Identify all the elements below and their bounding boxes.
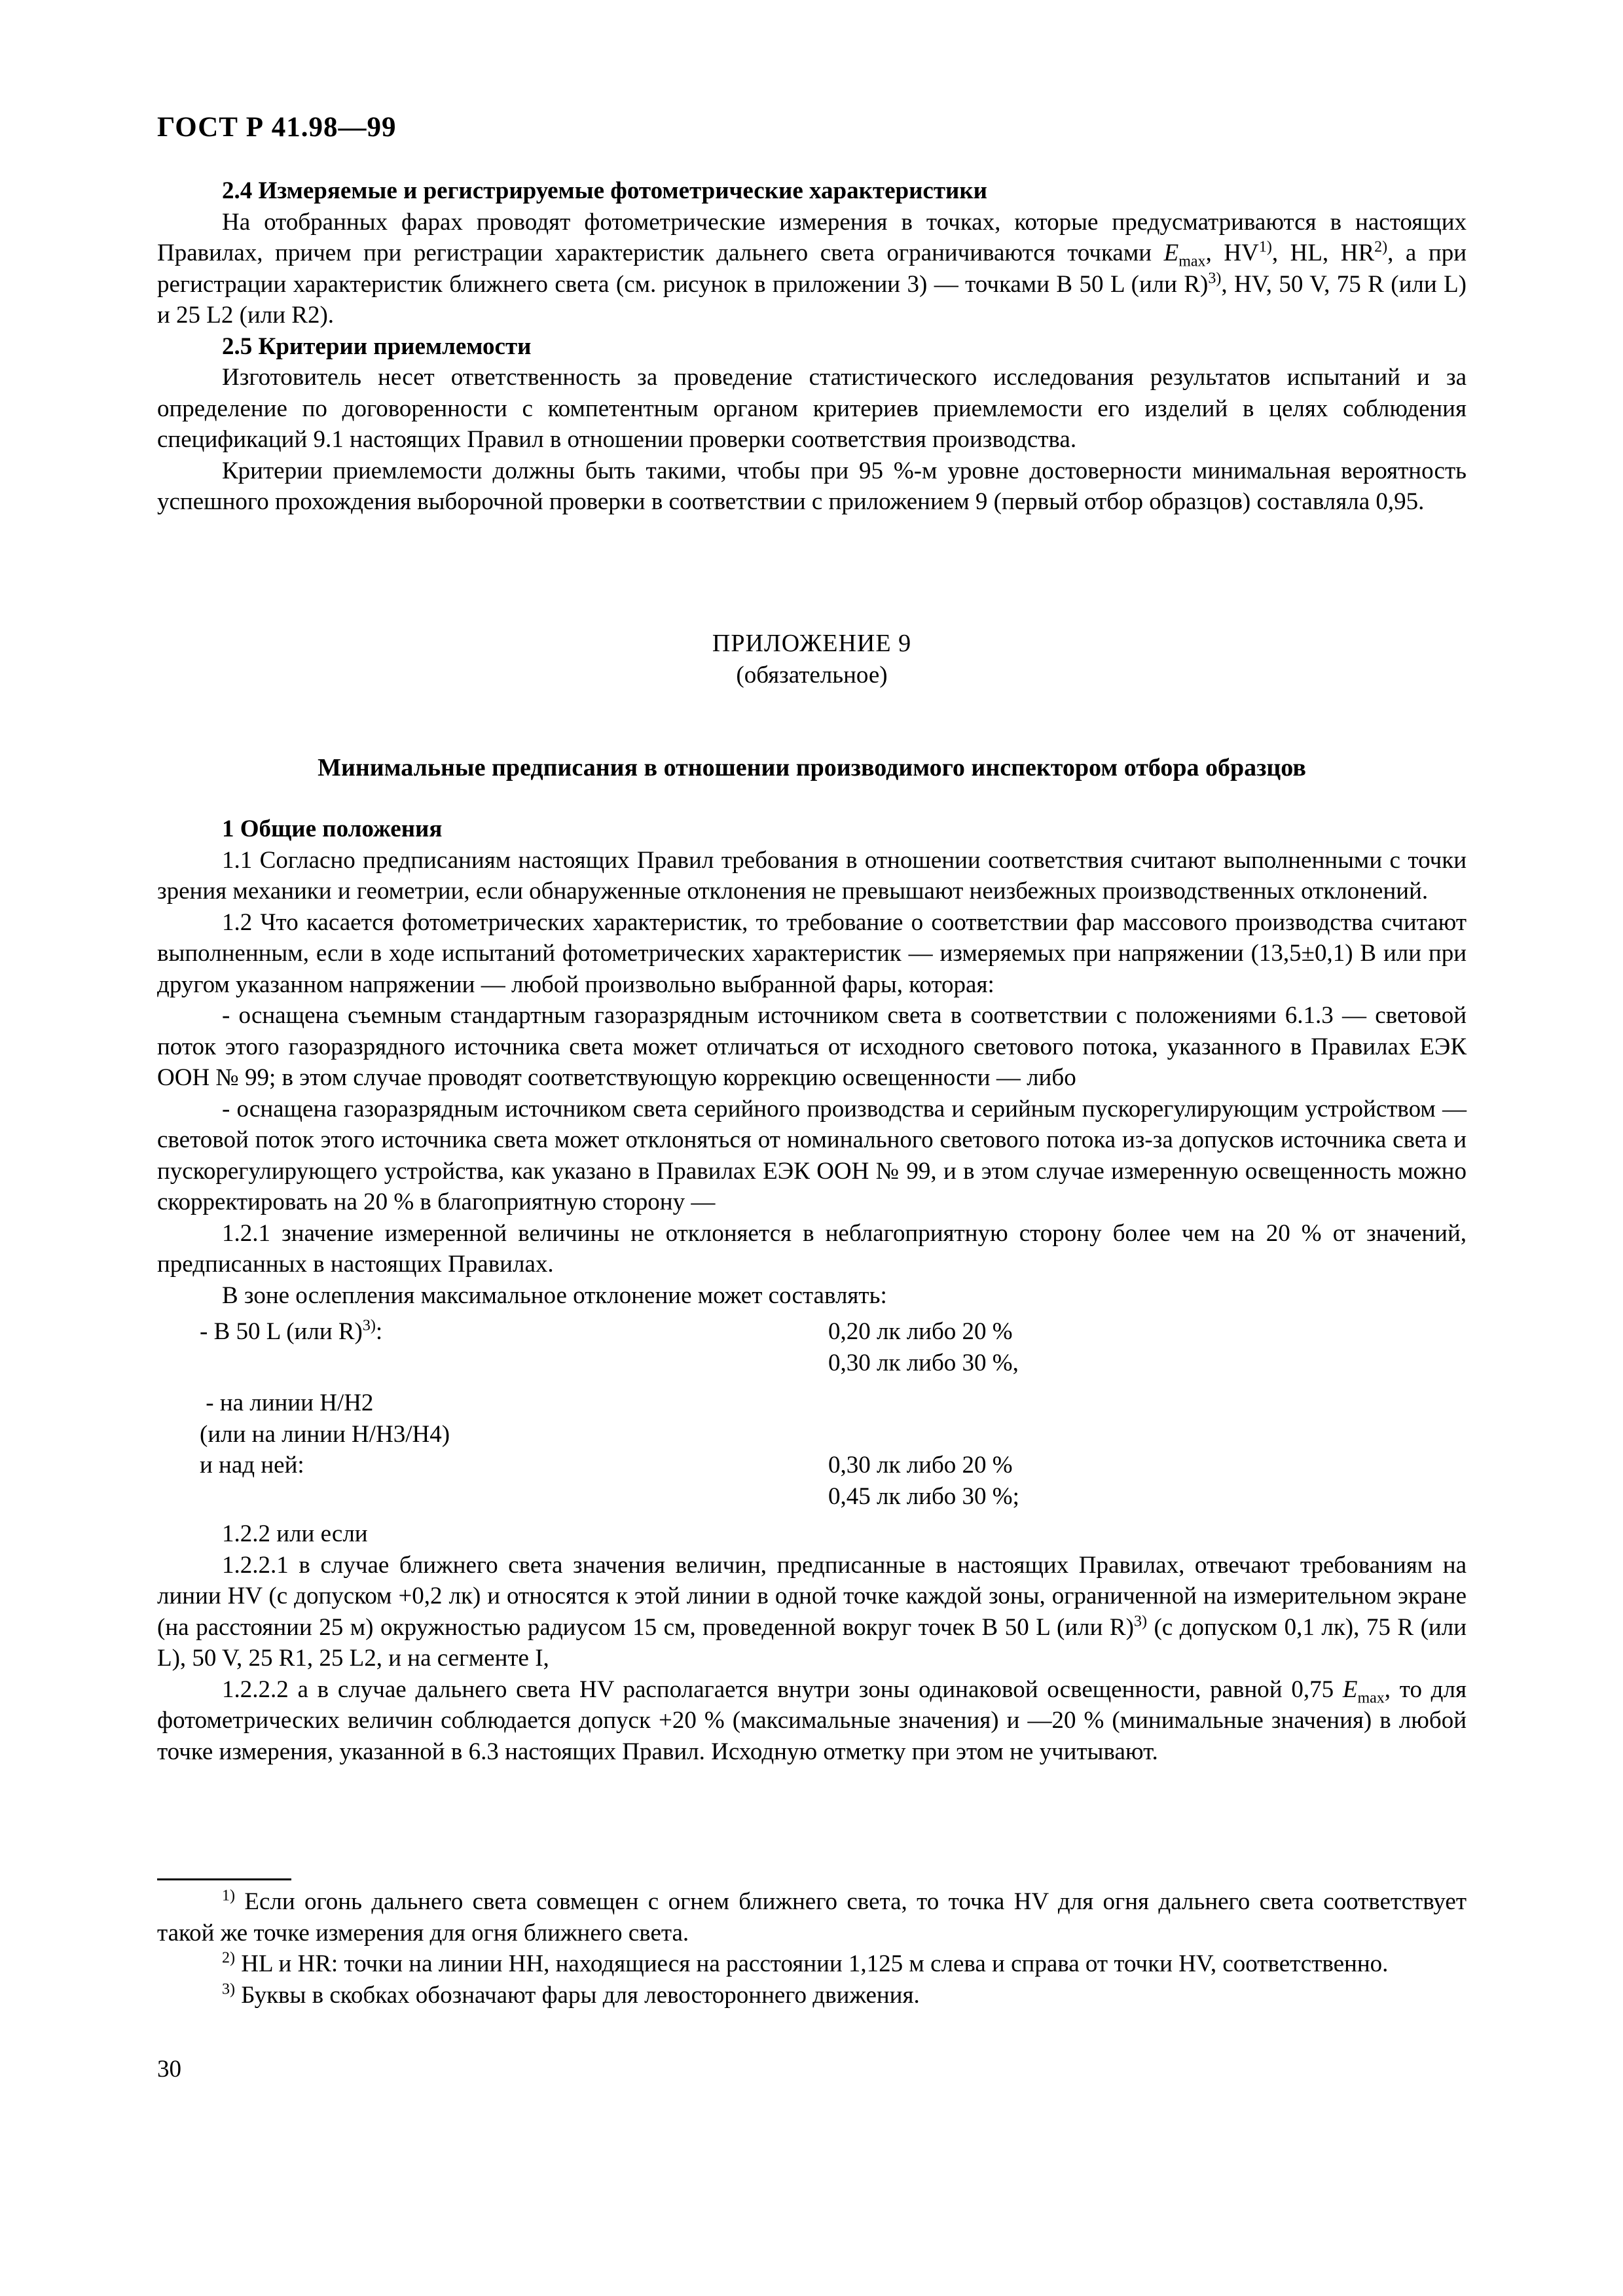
footnote-3: $^{3)}$ Буквы в скобках обозначают фары для левостороннего движения. <box>222 1981 920 2009</box>
glare-zone-intro: В зоне ослепления максимальное отклонение может составлять: <box>222 1282 887 1309</box>
tolerance-row-b50: - B 50 L (или R)$^{3)}$: 0,20 лк либо 20 % <box>200 1317 1013 1345</box>
paragraph-1-2-2-2: 1.2.2.2 а в случае дальнего света HV располагается внутри зоны одинаковой освещенности, равной 0,75 $E_{max}$, то для фотометрических величин соблюдается допуск +20 % (максимальные значения) и —20 % (минимальные значения) в любой точке измерения, указанной в 6.3 настоящих Правил. Исходную отметку при этом не учитывают. <box>157 1676 1467 1765</box>
footnotes <box>157 1886 1467 2011</box>
footnote-divider <box>157 1878 291 1880</box>
bullet-serial-source: - оснащена газоразрядным источником света серийного производства и серийным пускорегулирующим устройством — световой поток этого источника света может отклоняться от номинального светового потока из-за допусков источника света и пускорегулирующего устройства, как указано в Правилах ЕЭК ООН № 99, и в этом случае измеренную освещенность можно скорректировать на 20 % в благоприятную сторону — <box>157 1095 1467 1215</box>
page-number: 30 <box>157 2056 181 2083</box>
paragraph-1-2-2: 1.2.2 или если <box>222 1520 368 1547</box>
section-2-5-paragraph-1: Изготовитель несет ответственность за проведение статистического исследования результатов испытаний и за определение по договоренности с компетентным органом критериев приемлемости его изделий в целях соблюдения спецификаций 9.1 настоящих Правил в отношении проверки соответствия производства. <box>157 364 1467 453</box>
appendix-title: Минимальные предписания в отношении производимого инспектором отбора образцов <box>318 754 1306 781</box>
paragraph-1-1: 1.1 Согласно предписаниям настоящих Правил требования в отношении соответствия считают выполненными с точки зрения механики и геометрии, если обнаруженные отклонения не превышают неизбежных производственных отклонений. <box>157 846 1467 905</box>
appendix-label: ПРИЛОЖЕНИЕ 9 <box>712 630 912 657</box>
appendix-status: (обязательное) <box>736 662 888 689</box>
section-2-5-paragraph-2: Критерии приемлемости должны быть такими, чтобы при 95 %-м уровне достоверности минимальная вероятность успешного прохождения выборочной проверки в соответствии с приложением 9 (первый отбор образцов) составляла 0,95. <box>157 457 1467 515</box>
footnote-ref-1: 1) <box>1258 238 1272 256</box>
paragraph-1-2-1: 1.2.1 значение измеренной величины не отклоняется в неблагоприятную сторону более чем на 20 % от значений, предписанных в настоящих Правилах. <box>157 1219 1467 1278</box>
tolerance-row-hh2: - на линии H/H2 <box>200 1390 374 1416</box>
section-2-5-heading: 2.5 Критерии приемлемости <box>222 332 532 360</box>
section-2-4-heading: 2.4 Измеряемые и регистрируемые фотометрические характеристики <box>222 177 987 204</box>
footnote-ref-2: 2) <box>1374 238 1388 256</box>
section-1: 1 Общие положения 1.1 Согласно предписаниям настоящих Правил требования в отношении соответствия считают выполненными с точки зрения механики и геометрии, если обнаруженные отклонения не превышают неизбежных производственных отклонений. 1.2 Что касается фотометрических характеристик, то требование о соответствии фар массового производства считают выполненным, если в ходе испытаний фотометрических характеристик — измеряемых при напряжении (13,5±0,1) В или при другом указанном напряжении — любой произвольно выбранной фары, которая: - оснащена съемным стандартным газоразрядным источником света в соответствии с положениями 6.1.3 — световой поток этого газоразрядного источника света может отличаться от исходного светового потока, указанного в Правилах ЕЭК ООН № 99; в этом случае проводят соответствующую коррекцию освещенности — либо - оснащена газоразрядным источником света серийного производства и серийным пускорегулирующим устройством — световой поток этого источника света может отклоняться от номинального светового потока из-за допусков источника света и пускорегулирующего устройства, как указано в Правилах ЕЭК ООН № 99, и в этом случае измеренную освещенность можно скорректировать на 20 % в благоприятную сторону — 1.2.1 значение измеренной величины не отклоняется в неблагоприятную сторону более чем на 20 % от значений, предписанных в настоящих Правилах. В зоне ослепления максимальное отклонение может составлять: - B 50 L (или R)$^{3)}$: 0,20 лк либо 20 % 0,30 лк либо 30 %, - на линии H/H2 (или на линии H/H3/H4) и над ней: 0,30 лк либо 20 % 0,45 лк либо 30 %; 1.2.2 или если 1.2.2.1 в случае ближнего света значения величин, предписанные в настоящих Правилах, отвечают требованиям на линии HV (с допуском +0,2 лк) и относятся к этой линии в одной точке каждой зоны, ограниченной на измерительном экране (на расстоянии 25 м) окружностью радиусом 15 см, проведенной вокруг точек B 50 L (или R)$^{3)}$ (с допуском 0,1 лк), 75 R (или L), 50 V, 25 R1, 25 L2, и на сегменте I, 1.2.2.2 а в случае дальнего света HV располагается внутри зоны одинаковой освещенности, равной 0,75 $E_{max}$, то для фотометрических величин соблюдается допуск +20 % (максимальные значения) и —20 % (минимальные значения) в любой точке измерения, указанной в 6.3 настоящих Правил. Исходную отметку при этом не учитывают. <box>157 814 1467 1767</box>
section-1-heading: 1 Общие положения <box>222 816 443 842</box>
footnote-ref-3: 3) <box>1208 270 1222 287</box>
footnote-2: $^{2)}$ HL и HR: точки на линии HH, находящиеся на расстоянии 1,125 м слева и справа от точки HV, соответственно. <box>222 1949 1389 1977</box>
emax-symbol: E <box>1163 240 1179 266</box>
paragraph-1-2-2-1: 1.2.2.1 в случае ближнего света значения величин, предписанные в настоящих Правилах, отвечают требованиям на линии HV (с допуском +0,2 лк) и относятся к этой линии в одной точке каждой зоны, ограниченной на измерительном экране (на расстоянии 25 м) окружностью радиусом 15 см, проведенной вокруг точек B 50 L (или R)$^{3)}$ (с допуском 0,1 лк), 75 R (или L), 50 V, 25 R1, 25 L2, и на сегменте I, <box>157 1551 1467 1672</box>
paragraph-1-2: 1.2 Что касается фотометрических характеристик, то требование о соответствии фар массового производства считают выполненным, если в ходе испытаний фотометрических характеристик — измеряемых при напряжении (13,5±0,1) В или при другом указанном напряжении — любой произвольно выбранной фары, которая: <box>157 908 1467 998</box>
section-2-4-paragraph: На отобранных фарах проводят фотометрические измерения в точках, которые предусматриваются в настоящих Правилах, причем при регистрации характеристик дальнего света ограничиваются точками $E_{max}$, HV$^{1)}$, HL, HR$^{2)}$, а при регистрации характеристик ближнего света (см. рисунок в приложении 3) — точками B 50 L (или R)$^{3)}$, HV, 50 V, 75 R (или L) и 25 L2 (или R2). <box>157 208 1467 329</box>
document-code-header: ГОСТ Р 41.98—99 <box>157 112 397 143</box>
section-2-4-2-5 <box>157 175 1467 518</box>
bullet-removable-source: - оснащена съемным стандартным газоразрядным источником света в соответствии с положениями 6.1.3 — световой поток этого газоразрядного источника света может отличаться от исходного светового потока, указанного в Правилах ЕЭК ООН № 99; в этом случае проводят соответствующую коррекцию освещенности — либо <box>157 1002 1467 1091</box>
footnote-1: $^{1)}$ Если огонь дальнего света совмещен с огнем ближнего света, то точка HV для огня дальнего света соответствует такой же точке измерения для огня ближнего света. <box>157 1887 1467 1946</box>
